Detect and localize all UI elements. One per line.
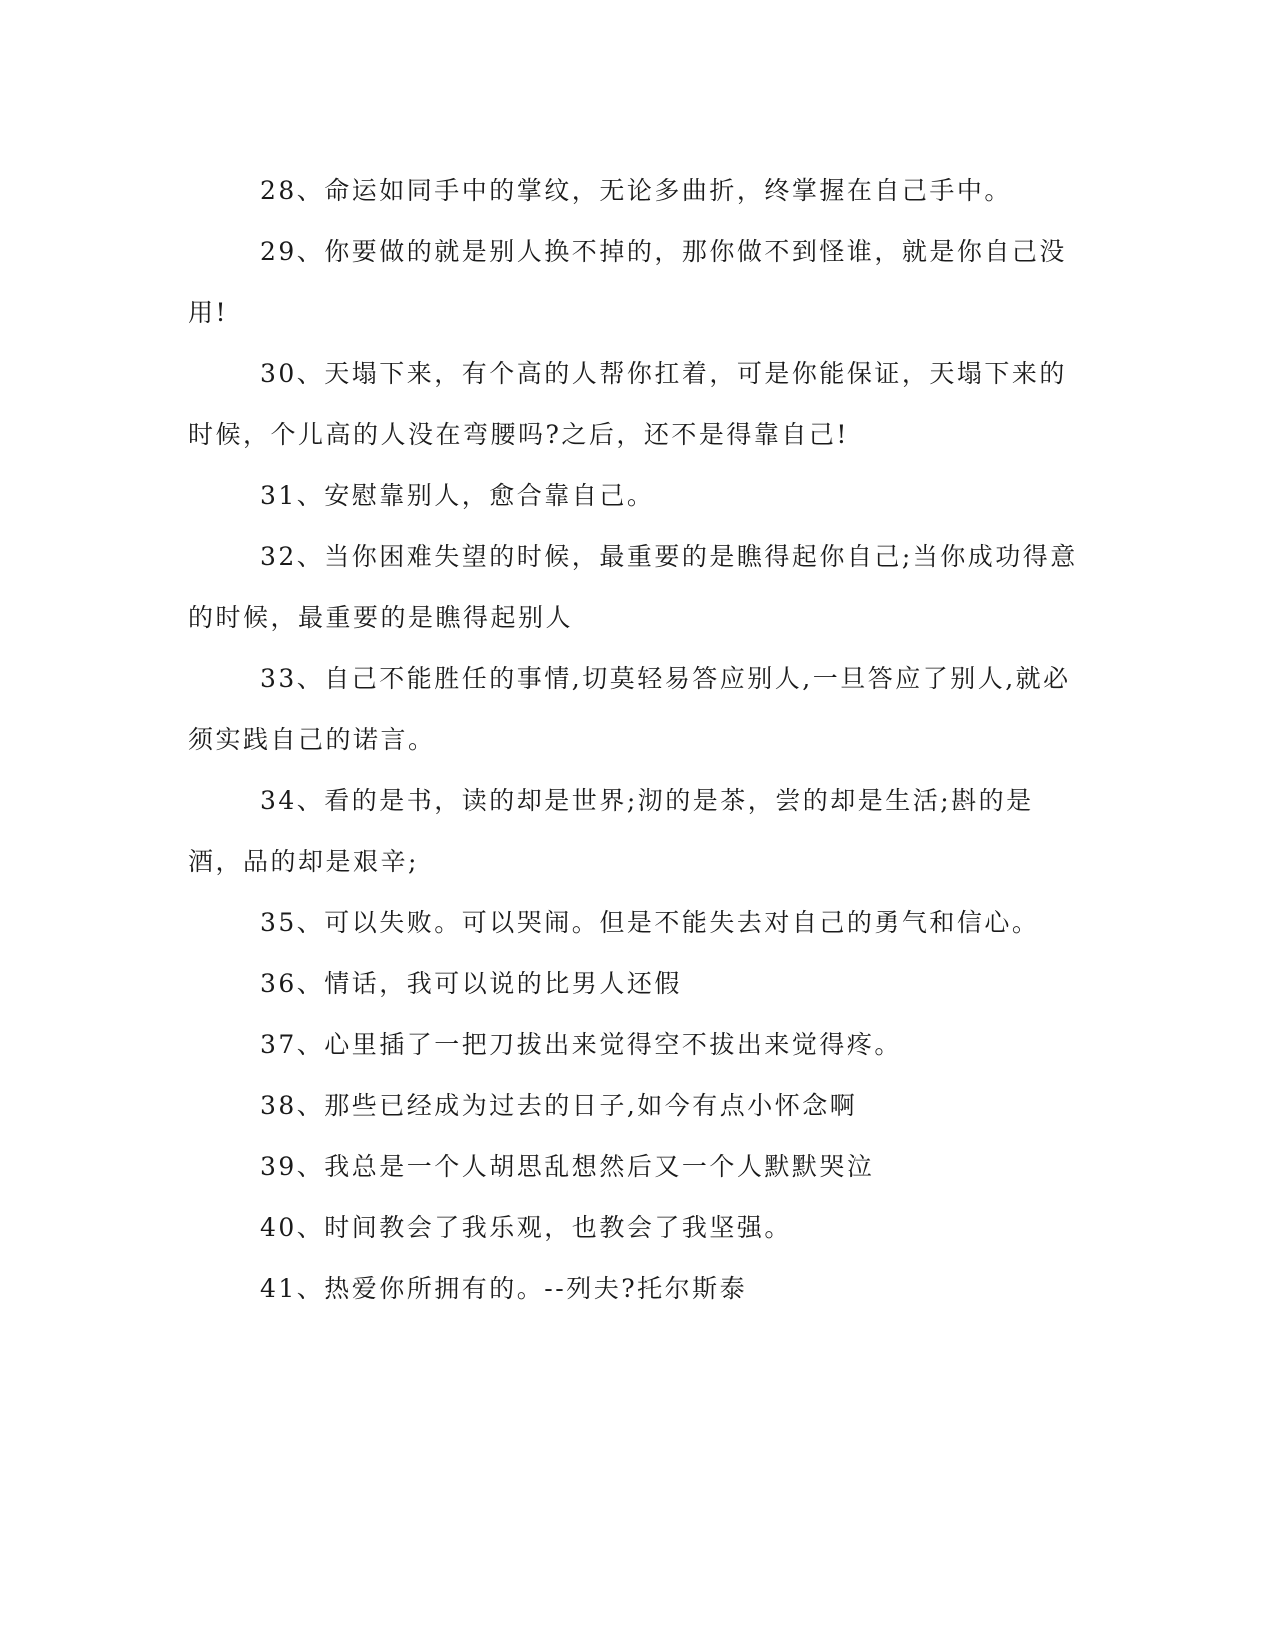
paragraph-33: 33、自己不能胜任的事情,切莫轻易答应别人,一旦答应了别人,就必须实践自己的诺言。	[188, 664, 1071, 754]
paragraph-28: 28、命运如同手中的掌纹，无论多曲折，终掌握在自己手中。	[260, 176, 1012, 205]
paragraph-39: 39、我总是一个人胡思乱想然后又一个人默默哭泣	[260, 1152, 875, 1181]
paragraph-41: 41、热爱你所拥有的。--列夫?托尔斯泰	[260, 1274, 748, 1303]
paragraph-40: 40、时间教会了我乐观，也教会了我坚强。	[260, 1213, 792, 1242]
paragraph-34: 34、看的是书，读的却是世界;沏的是茶，尝的却是生活;斟的是酒，品的却是艰辛;	[188, 786, 1034, 876]
paragraph-35: 35、可以失败。可以哭闹。但是不能失去对自己的勇气和信心。	[260, 908, 1040, 937]
paragraph-29: 29、你要做的就是别人换不掉的，那你做不到怪谁，就是你自己没用!	[188, 237, 1067, 327]
paragraph-31: 31、安慰靠别人，愈合靠自己。	[260, 481, 655, 510]
paragraph-37: 37、心里插了一把刀拔出来觉得空不拔出来觉得疼。	[260, 1030, 902, 1059]
paragraph-32: 32、当你困难失望的时候，最重要的是瞧得起你自己;当你成功得意的时候，最重要的是瞧得起别人	[188, 542, 1078, 632]
paragraph-30: 30、天塌下来，有个高的人帮你扛着，可是你能保证，天塌下来的时候，个儿高的人没在弯腰吗?之后，还不是得靠自己!	[188, 359, 1067, 449]
paragraph-38: 38、那些已经成为过去的日子,如今有点小怀念啊	[260, 1091, 858, 1120]
document-body	[188, 160, 1088, 1319]
paragraph-36: 36、情话，我可以说的比男人还假	[260, 969, 682, 998]
